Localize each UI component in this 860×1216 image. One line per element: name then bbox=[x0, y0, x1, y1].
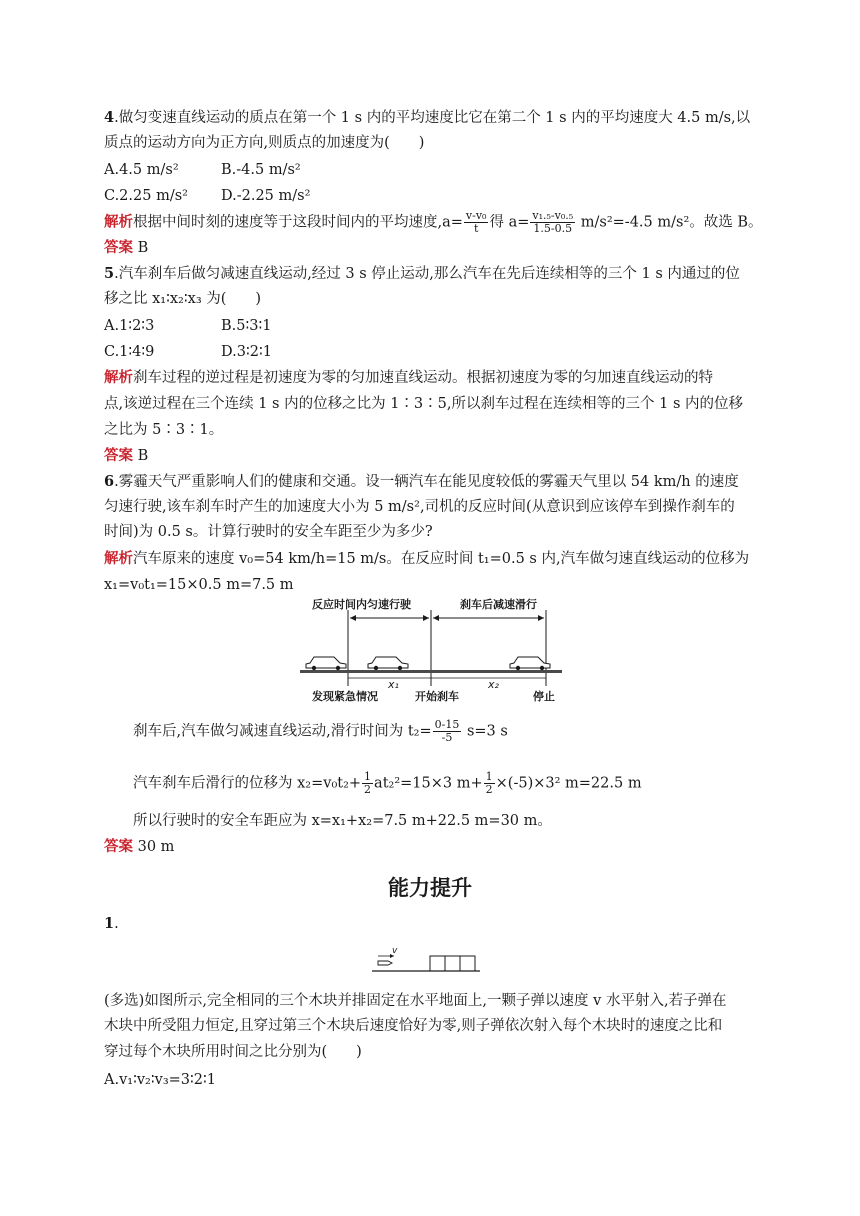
q4-frac2-num: v₁.₅-v₀.₅ bbox=[532, 209, 574, 222]
diagram-label-x1: x₁ bbox=[388, 678, 399, 691]
bullet-blocks-figure bbox=[372, 944, 482, 976]
q6-text1: .雾霾天气严重影响人们的健康和交通。设一辆汽车在能见度较低的雾霾天气里以 54 km/h 的速度 bbox=[114, 474, 739, 490]
q4-analysis-text: 根据中间时刻的速度等于这段时间内的平均速度,a= bbox=[133, 214, 463, 231]
q5-option-c: C.1∶4∶9 bbox=[104, 344, 155, 360]
q4-line2: 质点的运动方向为正方向,则质点的加速度为( ) bbox=[104, 135, 425, 151]
diagram-arrowhead-brake-right bbox=[538, 615, 544, 621]
q5-analysis-line2: 点,该逆过程在三个连续 1 s 内的位移之比为 1∶3∶5,所以刹车过程在连续相等的三个 1 s 内的位移 bbox=[104, 396, 743, 412]
diagram-label-react: 反应时间内匀速行驶 bbox=[312, 598, 411, 611]
q5-analysis-label: 解析 bbox=[104, 369, 133, 386]
q4-analysis-mid: 得 a= bbox=[489, 214, 530, 231]
q4-fraction-2 bbox=[530, 210, 575, 235]
q6-step1-text: 刹车后,汽车做匀减速直线运动,滑行时间为 t₂= bbox=[133, 723, 432, 740]
diagram-label-brake: 刹车后减速滑行 bbox=[460, 598, 537, 611]
q6-step3: 所以行驶时的安全车距应为 x=x₁+x₂=7.5 m+22.5 m=30 m。 bbox=[133, 813, 552, 829]
p1-option-a: A.v₁∶v₂∶v₃=3∶2∶1 bbox=[104, 1072, 217, 1088]
q6-step2-fraction1 bbox=[362, 771, 373, 796]
wood-block-2 bbox=[445, 956, 460, 971]
q6-answer-label: 答案 bbox=[104, 838, 133, 855]
q5-line1 bbox=[104, 264, 740, 284]
q6-step1-post: s=3 s bbox=[462, 723, 508, 740]
road-surface bbox=[300, 670, 562, 673]
q4-option-a: A.4.5 m/s² bbox=[104, 162, 179, 178]
q4-text1: .做匀变速直线运动的质点在第一个 1 s 内的平均速度比它在第二个 1 s 内的平均速度大 4.5 m/s,以 bbox=[114, 110, 751, 126]
q6-analysis-line1 bbox=[104, 549, 749, 569]
q4-option-c: C.2.25 m/s² bbox=[104, 188, 188, 204]
q5-text1: .汽车刹车后做匀减速直线运动,经过 3 s 停止运动,那么汽车在先后连续相等的三个 1 s 内通过的位 bbox=[114, 266, 740, 282]
diagram-arrowhead-brake-left bbox=[433, 615, 439, 621]
q6-step2-num1: 1 bbox=[364, 770, 372, 783]
q6-line2: 匀速行驶,该车刹车时产生的加速度大小为 5 m/s²,司机的反应时间(从意识到应该停车到操作刹车的 bbox=[104, 499, 735, 515]
q4-answer-label: 答案 bbox=[104, 239, 133, 256]
p1-line3: 穿过每个木块所用时间之比分别为( ) bbox=[104, 1044, 362, 1060]
q5-answer bbox=[104, 446, 148, 466]
wood-block-3 bbox=[460, 956, 475, 971]
q6-answer bbox=[104, 837, 174, 857]
q6-line1 bbox=[104, 472, 739, 492]
car-icon-brake bbox=[368, 657, 408, 670]
q6-step2-den1: 2 bbox=[364, 783, 372, 796]
q6-step2-num2: 1 bbox=[485, 770, 493, 783]
p1-line2: 木块中所受阻力恒定,且穿过第三个木块后速度恰好为零,则子弹依次射入每个木块时的速度之比和 bbox=[104, 1018, 723, 1034]
diagram-label-find: 发现紧急情况 bbox=[312, 690, 378, 703]
bullet-icon bbox=[378, 961, 392, 965]
p1-number bbox=[104, 914, 119, 934]
q4-frac1-num: v-v₀ bbox=[465, 209, 487, 222]
q6-analysis-text1: 汽车原来的速度 v₀=54 km/h=15 m/s。在反应时间 t₁=0.5 s 内,汽车做匀速直线运动的位移为 bbox=[133, 551, 750, 567]
p1-number-dot: . bbox=[114, 916, 119, 932]
q6-analysis-label: 解析 bbox=[104, 550, 133, 567]
q6-analysis-line2: x₁=v₀t₁=15×0.5 m=7.5 m bbox=[104, 577, 294, 593]
q6-step2-den2: 2 bbox=[485, 783, 493, 796]
q4-analysis-label: 解析 bbox=[104, 213, 133, 231]
q6-step2-fraction2 bbox=[484, 771, 495, 796]
q4-option-b: B.-4.5 m/s² bbox=[221, 162, 301, 178]
q6-step1-num: 0-15 bbox=[434, 718, 460, 731]
diagram-label-x2: x₂ bbox=[488, 678, 499, 691]
car-icon-stop bbox=[510, 657, 550, 670]
q5-line2: 移之比 x₁∶x₂∶x₃ 为( ) bbox=[104, 291, 262, 307]
q4-analysis-post: m/s²=-4.5 m/s²。故选 B。 bbox=[576, 214, 763, 231]
q5-analysis-text1: 刹车过程的逆过程是初速度为零的匀加速直线运动。根据初速度为零的匀加速直线运动的特 bbox=[133, 370, 713, 386]
braking-diagram bbox=[300, 596, 562, 706]
q6-step1-fraction bbox=[433, 719, 462, 744]
diagram-arrowhead-react-left bbox=[350, 615, 356, 621]
p1-line1: (多选)如图所示,完全相同的三个木块并排固定在水平地面上,一颗子弹以速度 v 水平射入,若子弹在 bbox=[104, 993, 727, 1009]
q5-number: 5 bbox=[104, 265, 115, 282]
q6-answer-value: 30 m bbox=[133, 839, 175, 855]
p1-number-text: 1 bbox=[104, 915, 115, 932]
q5-answer-label: 答案 bbox=[104, 447, 133, 464]
velocity-label: v bbox=[392, 946, 398, 956]
q6-step2-tail: ×(-5)×3² m=22.5 m bbox=[495, 775, 642, 792]
q4-line1 bbox=[104, 108, 750, 128]
q4-frac1-den: t bbox=[473, 222, 479, 235]
q4-fraction-1 bbox=[464, 210, 489, 235]
q5-analysis-line1 bbox=[104, 368, 713, 388]
q6-step1-den: -5 bbox=[441, 731, 453, 744]
q6-line3: 时间)为 0.5 s。计算行驶时的安全车距至少为多少? bbox=[104, 524, 433, 540]
q6-step2-text: 汽车刹车后滑行的位移为 x₂=v₀t₂+ bbox=[133, 775, 362, 792]
q4-analysis bbox=[104, 210, 763, 235]
wood-block-1 bbox=[430, 956, 445, 971]
q6-step1 bbox=[133, 719, 508, 744]
q4-answer-value: B bbox=[133, 240, 149, 256]
q4-option-d: D.-2.25 m/s² bbox=[221, 188, 311, 204]
q5-option-d: D.3∶2∶1 bbox=[221, 344, 272, 360]
q6-step2 bbox=[133, 771, 642, 796]
diagram-arrowhead-react-right bbox=[423, 615, 429, 621]
q4-number: 4 bbox=[104, 109, 115, 126]
q6-number: 6 bbox=[104, 473, 115, 490]
diagram-label-start: 开始刹车 bbox=[415, 690, 459, 703]
q5-option-b: B.5∶3∶1 bbox=[221, 318, 272, 334]
q5-analysis-line3: 之比为 5∶3∶1。 bbox=[104, 422, 224, 438]
q5-answer-value: B bbox=[133, 448, 149, 464]
q4-frac2-den: 1.5-0.5 bbox=[533, 222, 573, 235]
car-icon-start bbox=[306, 657, 346, 670]
diagram-label-stop: 停止 bbox=[533, 690, 555, 703]
section-title: 能力提升 bbox=[388, 876, 472, 900]
q5-option-a: A.1∶2∶3 bbox=[104, 318, 155, 334]
q6-step2-mid: at₂²=15×3 m+ bbox=[374, 775, 483, 792]
q4-answer bbox=[104, 238, 148, 258]
